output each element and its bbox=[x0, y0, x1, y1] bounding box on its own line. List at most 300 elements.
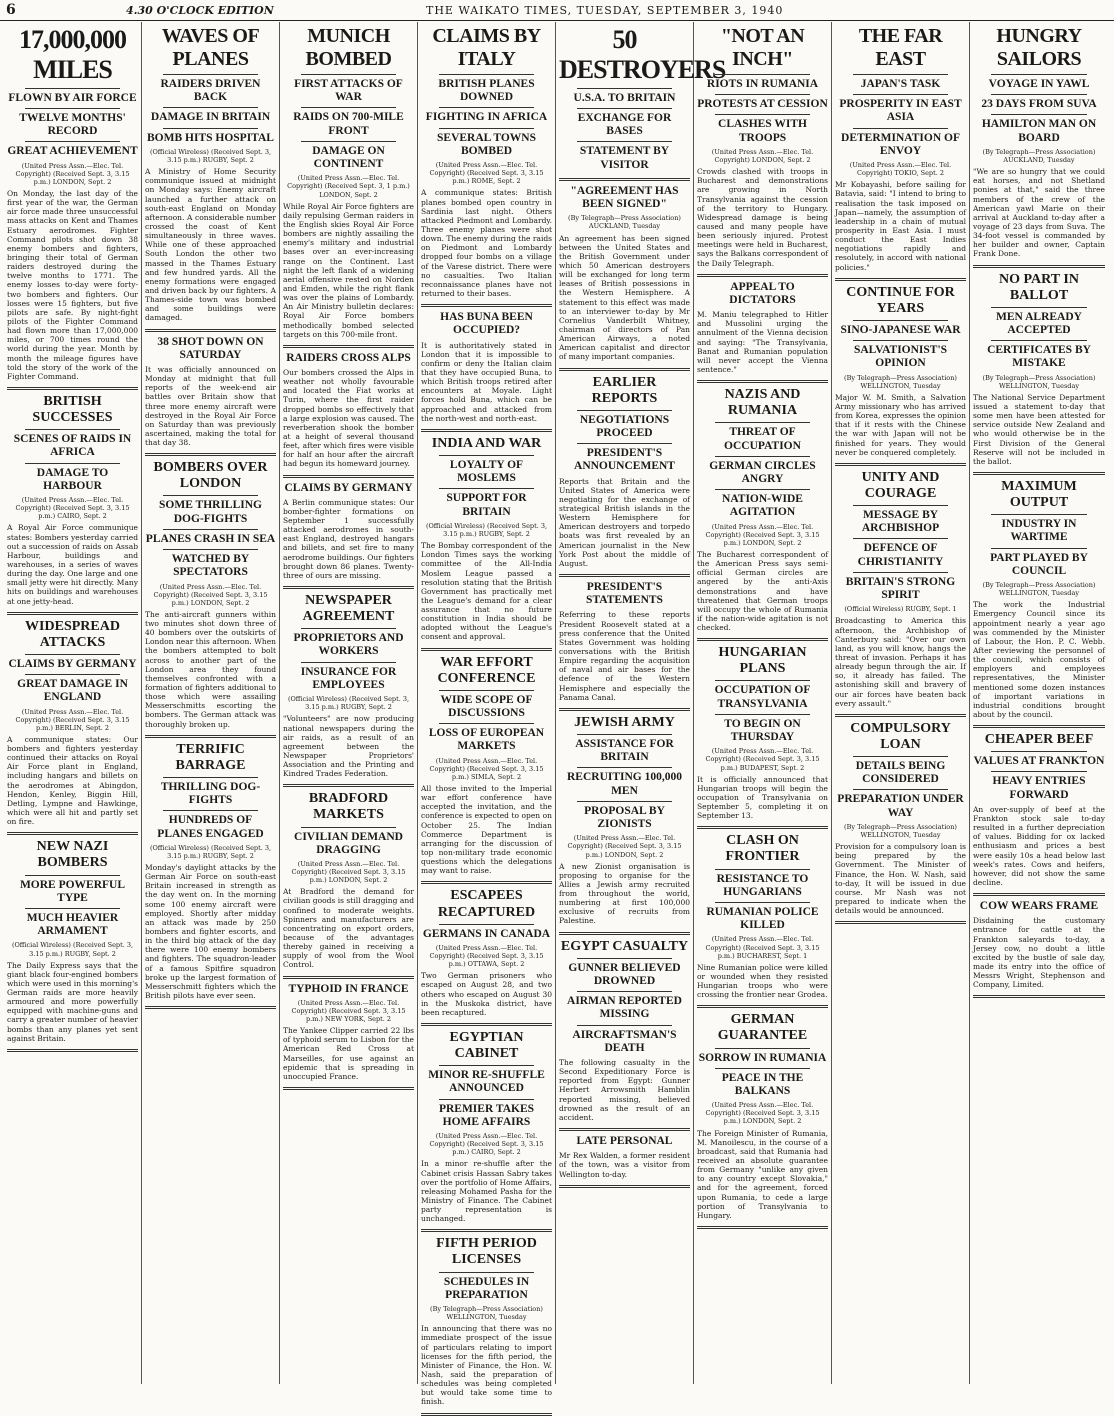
story-body: The National Service Department issued a statement to-day that some men have been attested for service outside New Zealand and who would otherwise be in the First Division of the General Reserve will not be included in the ballot. bbox=[973, 392, 1105, 466]
subheadline: PART PLAYED BY COUNCIL bbox=[990, 551, 1088, 577]
story bbox=[835, 285, 966, 457]
dateline: (Official Wireless) (Received Sept. 3, 3.15 p.m.) RUGBY, Sept. 2 bbox=[287, 695, 410, 712]
story bbox=[835, 25, 966, 272]
dateline: (United Press Assn.—Elec. Tel. Copyright) (Received Sept. 3, 3.15 p.m.) LONDON, Sept. 2 bbox=[291, 859, 406, 885]
dateline: (United Press Assn.—Elec. Tel. Copyright) (Received Sept. 3, 3.15 p.m.) LONDON, Sept. 2 bbox=[705, 1101, 820, 1126]
story-divider bbox=[421, 304, 552, 307]
dateline: (Official Wireless) (Received Sept. 3, 3.15 p.m.) RUGBY, Sept. 2 bbox=[149, 843, 272, 860]
story bbox=[697, 281, 828, 374]
story bbox=[973, 900, 1105, 989]
story-divider bbox=[559, 708, 690, 711]
headline-rule bbox=[853, 74, 948, 75]
story bbox=[145, 460, 276, 728]
dateline: (United Press Assn.—Elec. Tel. Copyright) (Received Sept. 3, 3.15 p.m.) NEW YORK, Sept. 2 bbox=[291, 998, 406, 1024]
dateline: (By Telegraph—Press Association) AUCKLAND, Tuesday bbox=[982, 147, 1096, 164]
subheadline: DAMAGE IN BRITAIN bbox=[150, 111, 271, 124]
column-6 bbox=[694, 22, 832, 1384]
headline: NO PART IN BALLOT bbox=[999, 271, 1079, 303]
headline: HUNGARIAN PLANS bbox=[718, 645, 807, 677]
headline-rule bbox=[25, 875, 120, 876]
story bbox=[973, 479, 1105, 719]
column-4 bbox=[418, 22, 556, 1407]
headline-rule bbox=[853, 128, 948, 129]
subheadline: CLAIMS BY GERMANY bbox=[8, 657, 137, 670]
subheadline: TWELVE MONTHS' RECORD bbox=[19, 112, 126, 138]
headline-rule bbox=[25, 141, 120, 142]
story-body: It was officially announced on Monday at midnight that full reports of the week-end air battles over Britain show that three more enemy aircraft were destroyed in the Royal Air Force on Saturday than was previously ascertained, making the total for that day 38. bbox=[145, 364, 276, 448]
headline-rule bbox=[25, 108, 120, 109]
subheadline: WATCHED BY SPECTATORS bbox=[171, 553, 250, 579]
column-8 bbox=[970, 22, 1108, 1384]
story-divider bbox=[973, 472, 1105, 475]
headline: BRADFORD MARKETS bbox=[308, 791, 389, 823]
headline: CLAIMS BY GERMANY bbox=[284, 481, 413, 494]
headline: COW WEARS FRAME bbox=[979, 900, 1099, 913]
story-body: It is authoritatively stated in London that it is impossible to confirm or deny the Italian claim that they have occupied Buna, to which British troops retired after encounters at Moyale. Light forces hold Buna, which can be approached and attacked from the north-west and north-east. bbox=[421, 340, 552, 423]
dateline: (United Press Assn.—Elec. Tel. Copyright) (Received Sept. 3, 3.15 p.m.) LONDON, Sept. 2 bbox=[705, 522, 820, 547]
story-divider bbox=[559, 1128, 690, 1131]
story bbox=[145, 742, 276, 1000]
subheadline: DETERMINATION OF ENVOY bbox=[841, 131, 960, 157]
story-divider bbox=[283, 784, 414, 787]
story-divider bbox=[973, 265, 1105, 268]
subheadline: MEN ALREADY ACCEPTED bbox=[996, 310, 1082, 336]
subheadline: GREAT DAMAGE IN ENGLAND bbox=[17, 678, 128, 704]
headline-rule bbox=[163, 529, 258, 530]
story-divider bbox=[697, 274, 828, 277]
story-body: A communique states: British planes bombed open country in Sardinia last night. Others attacked Piedmont and Lombardy. Three enemy planes were shot down. The enemy during the raids on Piedmont and Lombardy dropped four bombs on a village of the Varese district. There were no casualties. Two Italian reconnaissance planes have not returned to their bases. bbox=[421, 188, 552, 299]
headline-rule bbox=[25, 429, 120, 430]
headline-rule bbox=[301, 74, 396, 75]
headline-rule bbox=[715, 1068, 810, 1069]
headline-rule bbox=[439, 128, 534, 129]
headline-rule bbox=[853, 320, 948, 321]
headline-rule bbox=[577, 767, 672, 768]
story-body: An over-supply of beef at the Frankton stock sale to-day resulted in a further depreciation of values. Bidding for ox lacked enthusiasm and prices a best were easily 10s a head below last week's rates. Cows and heifers, however, did not show the same decline. bbox=[973, 804, 1105, 887]
subheadline: PROPRIETORS AND WORKERS bbox=[293, 632, 404, 658]
subheadline: THRILLING DOG-FIGHTS bbox=[160, 780, 261, 807]
subheadline: RECRUITING 100,000 MEN bbox=[566, 771, 682, 797]
dateline: (By Telegraph—Press Association) AUCKLAND, Tuesday bbox=[568, 214, 681, 231]
subheadline: PEACE IN THE BALKANS bbox=[721, 1071, 804, 1097]
headline: INDIA AND WAR bbox=[431, 435, 542, 451]
column-2 bbox=[142, 22, 280, 1384]
headline-rule bbox=[439, 1099, 534, 1100]
headline-rule bbox=[715, 114, 810, 115]
subheadline: MORE POWERFUL TYPE bbox=[19, 878, 126, 904]
story-body: Mr Rex Walden, a former resident of the town, was a visitor from Wellington to-day. bbox=[559, 1151, 690, 1179]
headline-rule bbox=[25, 674, 120, 675]
story bbox=[835, 470, 966, 708]
subheadline: RIOTS IN RUMANIA bbox=[706, 78, 819, 90]
dateline: (By Telegraph—Press Association) WELLINGTON, Tuesday bbox=[982, 373, 1096, 390]
headline-rule bbox=[163, 74, 258, 75]
dateline: (United Press Assn.—Elec. Tel. Copyright) (Received Sept. 3, 3.15 p.m.) LONDON, Sept. 2 bbox=[567, 834, 682, 859]
story-divider bbox=[7, 387, 138, 390]
headline-rule bbox=[163, 810, 258, 811]
headline-rule bbox=[439, 107, 534, 108]
headline: GERMAN GUARANTEE bbox=[717, 1012, 808, 1044]
story-divider bbox=[559, 368, 690, 371]
headline-rule bbox=[25, 908, 120, 909]
subheadline: EXCHANGE FOR BASES bbox=[577, 112, 672, 138]
subheadline: PROPOSAL BY ZIONISTS bbox=[584, 804, 665, 831]
story-body: On Monday, the last day of the first year of the war, the German air force made three unsuccessful mass attacks on Kent and Thames Estuary aerodromes. Fighter Command pilots shot down 38 enemy bombers and fighters, bringing their total of German raiders destroyed during the twelve months to 1771. The enemy losses to-day were forty-two bombers and fighters. Our losses were 15 fighters, but five pilots are safe. By night-fight pilots of the Fighter Command had flown more than 17,000,000 miles, or 700 times round the world during the year. Month by month the mileage figures have told the story of the work of the Fighter Command. bbox=[7, 189, 138, 381]
headline-rule bbox=[301, 662, 396, 663]
headline: CHEAPER BEEF bbox=[984, 732, 1094, 748]
headline: NEWSPAPER AGREEMENT bbox=[302, 593, 395, 625]
story-body: The Bucharest correspondent of the American Press says semi-official German circles are angered by the anti-Axis demonstrations and have threatened that German troops will occupy the whole of Rumania if the nation-wide agitation is not checked. bbox=[697, 549, 828, 633]
dateline: (United Press Assn.—Elec. Tel. Copyright) (Received Sept. 3, 3.15 p.m.) BUDAPEST, Sept. 2 bbox=[705, 747, 820, 772]
subheadline: PRESIDENT'S ANNOUNCEMENT bbox=[574, 447, 675, 473]
story bbox=[7, 25, 138, 381]
masthead bbox=[0, 0, 1114, 21]
paper-date: THE WAIKATO TIMES, TUESDAY, SEPTEMBER 3, 1940 bbox=[426, 3, 784, 17]
subheadline: VOYAGE IN YAWL bbox=[988, 78, 1090, 90]
subheadline: GREAT ACHIEVEMENT bbox=[7, 145, 138, 158]
story bbox=[421, 436, 552, 642]
subheadline: RUMANIAN POLICE KILLED bbox=[706, 906, 819, 932]
subheadline: GUNNER BELIEVED DROWNED bbox=[568, 961, 681, 987]
headline: HUNGRY SAILORS bbox=[996, 25, 1082, 70]
subheadline: RAIDS ON 700-MILE FRONT bbox=[293, 111, 404, 137]
story-divider bbox=[421, 648, 552, 651]
story bbox=[559, 25, 726, 172]
subheadline: GERMANS IN CANADA bbox=[422, 927, 551, 940]
subheadline: SUPPORT FOR BRITAIN bbox=[446, 492, 527, 518]
subheadline: WIDE SCOPE OF DISCUSSIONS bbox=[440, 693, 533, 720]
subheadline: FIRST ATTACKS OF WAR bbox=[294, 78, 403, 104]
headline-rule bbox=[577, 443, 672, 444]
story bbox=[283, 482, 414, 580]
dateline: (United Press Assn.—Elec. Tel. Copyright) TOKIO, Sept. 2 bbox=[849, 161, 952, 178]
story bbox=[973, 272, 1105, 466]
story-divider bbox=[421, 1229, 552, 1232]
headline: CLAIMS BY ITALY bbox=[432, 25, 541, 70]
dateline: (Official Wireless) (Received Sept. 3, 3.15 p.m.) RUGBY, Sept. 2 bbox=[425, 521, 548, 538]
subheadline: CIVILIAN DEMAND DRAGGING bbox=[294, 830, 403, 856]
story-body: A communique states: Our bombers and fighters yesterday continued their attacks on Royal Air Force plant in England, including hangars and billets on the aerodromes at Abingdon, Hendon, Kenley, Biggin Hill, Detling, Lympne and Hawkinge, which were all hit and partly set on fire. bbox=[7, 734, 138, 827]
headline-rule bbox=[25, 654, 120, 655]
headline-rule bbox=[439, 488, 534, 489]
story bbox=[697, 25, 828, 268]
story bbox=[559, 581, 690, 702]
headline: ESCAPEES RECAPTURED bbox=[437, 888, 536, 920]
story bbox=[421, 1236, 552, 1406]
subheadline: NATION-WIDE AGITATION bbox=[722, 493, 803, 519]
story bbox=[283, 791, 414, 969]
story bbox=[697, 1012, 828, 1220]
headline-rule bbox=[301, 107, 396, 108]
story-body: Major W. M. Smith, a Salvation Army missionary who has arrived from Korea, expresses the opinion that if it rests with the Chinese the war with Japan will not be finished for years. They would never be conquered completely. bbox=[835, 392, 966, 457]
headline-rule bbox=[577, 734, 672, 735]
story-body: At Bradford the demand for civilian goods is still dragging and confined to moderate weights. Spinners and manufacturers are concentrating on export orders, because of the advantages thereby gained in receiving a supply of wool from the Wool Control. bbox=[283, 887, 414, 970]
story-divider bbox=[145, 453, 276, 456]
story bbox=[973, 732, 1105, 887]
story bbox=[283, 593, 414, 778]
headline-rule bbox=[301, 827, 396, 828]
headline-rule bbox=[439, 1065, 534, 1066]
story-divider bbox=[145, 735, 276, 738]
story-body: Monday's daylight attacks by the German Air Force on south-east Britain increased in strength as the day went on. In the morning some 100 enemy aircraft were employed. Shortly after midday an attack was made by 250 bombers and fighter escorts, and in the third big attack of the day there were 100 enemy bombers and fighters. The squadron-leader of a famous Spitfire squadron broke up the largest formation of Messerschmitt fighters which the British pilots have ever seen. bbox=[145, 863, 276, 1000]
page-number: 6 bbox=[6, 2, 16, 18]
headline-rule bbox=[439, 74, 534, 75]
story-divider bbox=[835, 921, 966, 924]
headline-rule bbox=[163, 549, 258, 550]
story bbox=[7, 619, 138, 827]
story-body: In a minor re-shuffle after the Cabinet crisis Hassan Sabry takes over the portfolio of Home Affairs, releasing Mohamed Pasha for the Ministry of Finance. The Cabinet party representation is unchanged. bbox=[421, 1159, 552, 1224]
story bbox=[421, 311, 552, 423]
story-divider bbox=[835, 278, 966, 281]
subheadline: LOSS OF EUROPEAN MARKETS bbox=[428, 727, 545, 753]
story-body: The Bombay correspondent of the London Times says the working committee of the All-India Moslem League passed a resolution stating that the British Government has practically met the League's demand for a clear assurance that no future constitution in India should be adopted without the League's consent and approval. bbox=[421, 541, 552, 642]
headline: EGYPTIAN CABINET bbox=[449, 1029, 524, 1062]
headline: 50 DESTROYERS bbox=[559, 25, 726, 84]
headline-rule bbox=[25, 88, 120, 89]
headline: BRITISH SUCCESSES bbox=[32, 393, 113, 426]
subheadline: MESSAGE BY ARCHBISHOP bbox=[861, 509, 940, 535]
headline-rule bbox=[163, 495, 258, 496]
subheadline: DAMAGE TO HARBOUR bbox=[36, 466, 109, 492]
headline-rule bbox=[991, 514, 1087, 515]
subheadline: FLOWN BY AIR FORCE bbox=[8, 91, 137, 104]
subheadline: AIRCRAFTSMAN'S DEATH bbox=[572, 1028, 677, 1054]
headline-rule bbox=[715, 489, 810, 490]
headline-rule bbox=[715, 714, 810, 715]
headline-rule bbox=[853, 789, 948, 790]
headline: COMPULSORY LOAN bbox=[850, 720, 951, 752]
story-divider bbox=[421, 881, 552, 884]
subheadline: MINOR RE-SHUFFLE ANNOUNCED bbox=[428, 1069, 545, 1095]
story bbox=[835, 721, 966, 915]
story-divider bbox=[7, 1049, 138, 1052]
subheadline: RAIDERS DRIVEN BACK bbox=[160, 78, 261, 104]
headline-rule bbox=[577, 88, 672, 89]
dateline: (By Telegraph—Press Association) WELLINGTON, Tuesday bbox=[844, 373, 957, 390]
story-divider bbox=[283, 1087, 414, 1090]
edition-label: 4.30 O'CLOCK EDITION bbox=[126, 3, 274, 17]
subheadline: MUCH HEAVIER ARMAMENT bbox=[26, 911, 119, 938]
headline: HAS BUNA BEEN OCCUPIED? bbox=[440, 311, 533, 337]
story bbox=[145, 25, 276, 323]
subheadline: TO BEGIN ON THURSDAY bbox=[724, 717, 801, 744]
story bbox=[421, 655, 552, 876]
story bbox=[559, 185, 690, 362]
headline: BOMBERS OVER LONDON bbox=[153, 460, 268, 492]
columns bbox=[4, 22, 1110, 1407]
headline-rule bbox=[853, 94, 948, 95]
story-body: Broadcasting to America this afternoon, the Archbishop of Canterbury said: "Over our own land, as you will know, hangs the threat of invasion. Perhaps it has already begun through the air. If so, it already has failed. The astonishing skill and bravery of our air forces have beaten back every assault." bbox=[835, 616, 966, 708]
story bbox=[283, 352, 414, 469]
story bbox=[421, 1030, 552, 1223]
headline: RAIDERS CROSS ALPS bbox=[286, 351, 411, 364]
headline-rule bbox=[163, 128, 258, 129]
headline-rule bbox=[853, 756, 948, 757]
dateline: (Official Wireless) (Received Sept. 3, 3.15 p.m.) RUGBY, Sept. 2 bbox=[149, 147, 272, 164]
subheadline: AIRMAN REPORTED MISSING bbox=[567, 995, 682, 1021]
story-body: All those invited to the Imperial war effort conference have accepted the invitation, and the conference is expected to open on October 25. The Indian Commerce Department is arranging for the discussion of top non-military trade economic questions which the delegations may want to raise. bbox=[421, 784, 552, 876]
subheadline: INSURANCE FOR EMPLOYEES bbox=[300, 665, 397, 691]
headline-rule bbox=[439, 690, 534, 691]
story bbox=[145, 336, 276, 448]
dateline: (United Press Assn.—Elec. Tel. Copyright) (Received Sept. 3, 3.15 p.m.) ROME, Sept. 2 bbox=[429, 161, 544, 186]
headline-rule bbox=[715, 74, 810, 75]
subheadline: SOME THRILLING DOG-FIGHTS bbox=[159, 499, 262, 525]
dateline: (United Press Assn.—Elec. Tel. Copyright) (Received Sept. 3, 3.15 p.m.) BERLIN, Sept. 2 bbox=[15, 707, 130, 732]
story-divider bbox=[7, 612, 138, 615]
headline: UNITY AND COURAGE bbox=[861, 469, 940, 501]
subheadline: NEGOTIATIONS PROCEED bbox=[579, 413, 670, 439]
headline: "AGREEMENT HAS BEEN SIGNED" bbox=[570, 184, 679, 211]
headline-rule bbox=[25, 463, 120, 464]
headline-rule bbox=[853, 572, 948, 573]
headline-rule bbox=[991, 307, 1087, 308]
story-body: The anti-aircraft gunners within two minutes shot down three of 40 bombers over the outskirts of London near this afternoon. When the bombers attempted to bolt across to another part of the London area they found themselves confronted with a formation of fighters additional to those which were assailing Messerschmitts escorting the bombers. The German attack was thoroughly broken up. bbox=[145, 609, 276, 729]
headline: MAXIMUM OUTPUT bbox=[1001, 478, 1077, 511]
headline-rule bbox=[163, 777, 258, 778]
story-body: An agreement has been signed between the United States and the British Government under which 50 American destroyers will be exchanged for long term leases of British possessions in the Western Hemisphere. A statement to this effect was made to an interviewer to-day by Mr Cornelius Vanderbilt Whitney, chairman of directors of Pan American Airways, a noted American capitalist and director of many important companies. bbox=[559, 233, 690, 362]
headline-rule bbox=[577, 410, 672, 411]
subheadline: HUNDREDS OF PLANES ENGAGED bbox=[157, 814, 264, 840]
story bbox=[559, 375, 690, 568]
headline-rule bbox=[163, 107, 258, 108]
story bbox=[697, 645, 828, 820]
story bbox=[559, 1135, 690, 1179]
story-body: The Yankee Clipper carried 22 lbs of typhoid serum to Lisbon for the American Red Cross at Marseilles, for use against an epidemic that is spreading in unoccupied France. bbox=[283, 1026, 414, 1081]
story-body: M. Maniu telegraphed to Hitler and Mussolini urging the annulment of the Vienna decision and saying: "The Transylvania, Banat and Rumanian population will never accept the Vienna sentence." bbox=[697, 310, 828, 374]
headline-rule bbox=[715, 902, 810, 903]
story-body: "We are so hungry that we could eat horses, and not Shetland ponies at that," said the three members of the crew of the American yawl Marie on their arrival at Auckland to-day after a voyage of 23 days from Suva. The 34-foot vessel is commanded by her builder and owner, Captain Frank Done. bbox=[973, 167, 1105, 259]
headline-rule bbox=[715, 869, 810, 870]
headline: WAR EFFORT CONFERENCE bbox=[437, 654, 536, 686]
story-divider bbox=[145, 1006, 276, 1009]
story-body: Our bombers crossed the Alps in weather not wholly favourable and located the Fiat works at Turin, where the first raider dropped bombs so effectively that a large explosion was caused. The reverberation shook the bomber at a height of several thousand feet, after which fires were visible for half an hour after the aircraft had begun its homeward journey. bbox=[283, 368, 414, 469]
column-5 bbox=[556, 22, 726, 1384]
headline-rule bbox=[991, 751, 1087, 752]
subheadline: GERMAN CIRCLES ANGRY bbox=[709, 459, 816, 485]
column-7 bbox=[832, 22, 970, 1384]
story-divider bbox=[283, 345, 414, 348]
subheadline: PLANES CRASH IN SEA bbox=[145, 532, 276, 545]
story-divider bbox=[145, 329, 276, 332]
story-body: A Berlin communique states: Our bomber-fighter formations on September 1 successfully attacked aerodromes in south-east England, destroyed hangars and billets, and set fire to many aerodrome buildings. Our fighters brought down 86 planes. Twenty-three of ours are missing. bbox=[283, 497, 414, 580]
headline: EGYPT CASUALTY bbox=[560, 938, 689, 954]
headline-rule bbox=[715, 1048, 810, 1049]
story bbox=[7, 839, 138, 1043]
story-divider bbox=[559, 574, 690, 577]
headline-rule bbox=[439, 1272, 534, 1273]
story-body: Nine Rumanian police were killed or wounded when they resisted Hungarian troops who were crossing the frontier near Grodea. bbox=[697, 962, 828, 1000]
story-divider bbox=[973, 995, 1105, 998]
headline-rule bbox=[577, 801, 672, 802]
subheadline: U.S.A. TO BRITAIN bbox=[573, 91, 676, 104]
story-body: Referring to these reports President Roosevelt stated at a press conference that the United States Government was holding conversations with the British Empire regarding the acquisition of naval and air bases for the defence of the Western Hemisphere and especially the Panama Canal. bbox=[559, 610, 690, 702]
story-divider bbox=[835, 463, 966, 466]
headline-rule bbox=[991, 94, 1087, 95]
story-divider bbox=[283, 475, 414, 478]
headline: 38 SHOT DOWN ON SATURDAY bbox=[157, 335, 264, 361]
subheadline: ASSISTANCE FOR BRITAIN bbox=[575, 737, 674, 764]
subheadline: PREPARATION UNDER WAY bbox=[837, 793, 964, 819]
story-body: Mr Kobayashi, before sailing for Batavia, said: "I intend to bring to realisation the task imposed on Japan—namely, the assumption of leadership in a chain of mutual prosperity in East Asia. I must conduct the East Indies negotiations rapidly and resolutely, in accord with national policies." bbox=[835, 180, 966, 272]
story bbox=[559, 939, 690, 1122]
subheadline: INDUSTRY IN WARTIME bbox=[1001, 518, 1077, 544]
headline: EARLIER REPORTS bbox=[591, 374, 658, 406]
subheadline: SINO-JAPANESE WAR bbox=[840, 323, 961, 336]
subheadline: SCENES OF RAIDS IN AFRICA bbox=[13, 433, 132, 459]
subheadline: SORROW IN RUMANIA bbox=[698, 1051, 827, 1064]
headline-rule bbox=[439, 924, 534, 925]
subheadline: RESISTANCE TO HUNGARIANS bbox=[716, 872, 809, 898]
story-body: The Daily Express says that the giant black four-engined bombers which were used in this morning's German raids are more heavily armoured and more powerfully equipped with machine-guns and carry a greater number of heavier bombs than any planes yet sent against Britain. bbox=[7, 960, 138, 1043]
subheadline: STATEMENT BY VISITOR bbox=[579, 145, 670, 171]
story-body: Two German prisoners who escaped on August 28, and two others who escaped on August 30 in the Muskoka district, have been recaptured. bbox=[421, 971, 552, 1017]
dateline: (United Press Assn.—Elec. Tel. Copyright) (Received Sept. 3, 3.15 p.m.) LONDON, Sept. 2 bbox=[153, 582, 268, 607]
story-divider bbox=[835, 714, 966, 717]
story-divider bbox=[283, 976, 414, 979]
subheadline: JAPAN'S TASK bbox=[860, 78, 941, 90]
story bbox=[421, 888, 552, 1016]
column-1 bbox=[4, 22, 142, 1384]
story-divider bbox=[973, 893, 1105, 896]
headline: LATE PERSONAL bbox=[576, 1135, 673, 1147]
story-body: In announcing that there was no immediate prospect of the issue of particulars relating to import licenses for the fifth period, the Minister of Finance, the Hon. W. Nash, said the preparation of schedules was being completed but would take some time to finish. bbox=[421, 1324, 552, 1407]
headline-rule bbox=[991, 114, 1087, 115]
story-body: "Volunteers" are now producing national newspapers during the air raids, as a result of an agreement between the Newspaper Proprietors' Association and the Printing and Kindred Trades Federation. bbox=[283, 714, 414, 779]
story bbox=[697, 833, 828, 999]
story-body: A Ministry of Home Security communique issued at midnight on Monday says: Enemy aircraft launched a further attack on south-east England on Monday afternoon. A considerable number crossed the coast of Kent simultaneously in three waves. While one of these approached South London the other two massed in the Thames Estuary and few hundred yards. All the enemy formations were engaged and driven back by our fighters. A Thames-side town was bombed and some buildings were damaged. bbox=[145, 167, 276, 323]
story-body: A Royal Air Force communique states: Bombers yesterday carried out a succession of raids on Assab Harbour, buildings and warehouses, in a series of waves during the day. One large and one small jetty were hit directly. Many hits on buildings and warehouses at one jetty-head. bbox=[7, 523, 138, 606]
headline: CONTINUE FOR YEARS bbox=[846, 284, 955, 316]
dateline: (United Press Assn.—Elec. Tel. Copyright) LONDON, Sept. 2 bbox=[711, 147, 814, 164]
headline-rule bbox=[577, 958, 672, 959]
dateline: (United Press Assn.—Elec. Tel. Copyright) (Received Sept. 3, 3.15 p.m.) OTTAWA, Sept. 2 bbox=[429, 943, 544, 969]
column-3 bbox=[280, 22, 418, 1384]
subheadline: CLASHES WITH TROOPS bbox=[718, 118, 807, 144]
story bbox=[421, 25, 552, 298]
story-body: It is officially announced that Hungarian troops will begin the occupation of Transylvania on September 5, completing it on September 13. bbox=[697, 774, 828, 821]
dateline: (United Press Assn.—Elec. Tel. Copyright) (Received Sept. 3, 1 p.m.) LONDON, Sept. 2 bbox=[287, 174, 410, 199]
headline-rule bbox=[715, 456, 810, 457]
headline: NAZIS AND RUMANIA bbox=[724, 387, 801, 419]
story-divider bbox=[973, 725, 1105, 728]
dateline: (By Telegraph—Press Association) WELLINGTON, Tuesday bbox=[430, 1305, 543, 1322]
story-divider bbox=[697, 826, 828, 829]
story-divider bbox=[697, 1005, 828, 1008]
subheadline: FIGHTING IN AFRICA bbox=[425, 111, 548, 124]
dateline: (By Telegraph—Press Association) WELLINGTON, Tuesday bbox=[844, 822, 957, 840]
headline-rule bbox=[439, 455, 534, 456]
story bbox=[697, 387, 828, 632]
story-body: While Royal Air Force fighters are daily repulsing German raiders in the English skies Royal Air Force bombers are nightly assailing the enemy's military and industrial bases over an ever-increasing range on the Continent. Last night the left flank of a widening aerial offensive rested on Norden and Emden, while the right flank was over the plains of Lombardy. An Air Ministry bulletin declares: Royal Air Force bombers methodically bombed selected targets on this 700-mile front. bbox=[283, 201, 414, 339]
subheadline: THREAT OF OCCUPATION bbox=[724, 426, 801, 452]
headline: JEWISH ARMY bbox=[574, 714, 675, 730]
headline-rule bbox=[991, 74, 1087, 75]
story bbox=[283, 983, 414, 1081]
subheadline: LOYALTY OF MOSLEMS bbox=[449, 458, 524, 485]
story-body: Reports that Britain and the United States of America were negotiating for the exchange of strategical British islands in the Western Hemisphere for American destroyers and torpedo boats was first revealed by an American journalist in the New York Post about the middle of August. bbox=[559, 476, 690, 568]
headline-rule bbox=[715, 680, 810, 681]
headline-rule bbox=[439, 723, 534, 724]
dateline: (Official Wireless) (Received Sept. 3, 3.15 p.m.) RUGBY, Sept. 2 bbox=[11, 941, 134, 958]
subheadline: SCHEDULES IN PREPARATION bbox=[443, 1275, 530, 1301]
headline-rule bbox=[991, 771, 1087, 772]
dateline: (Official Wireless) RUGBY, Sept. 1 bbox=[844, 605, 957, 614]
headline-rule bbox=[715, 94, 810, 95]
story-body: Disdaining the customary entrance for cattle at the Frankton saleyards to-day, a Jersey cow, no doubt a little excited by the bustle of sale day, made its entry into the office of Messrs Wright, Stephenson and Company, Limited. bbox=[973, 916, 1105, 990]
headline-rule bbox=[853, 538, 948, 539]
headline: WIDESPREAD ATTACKS bbox=[25, 618, 120, 650]
